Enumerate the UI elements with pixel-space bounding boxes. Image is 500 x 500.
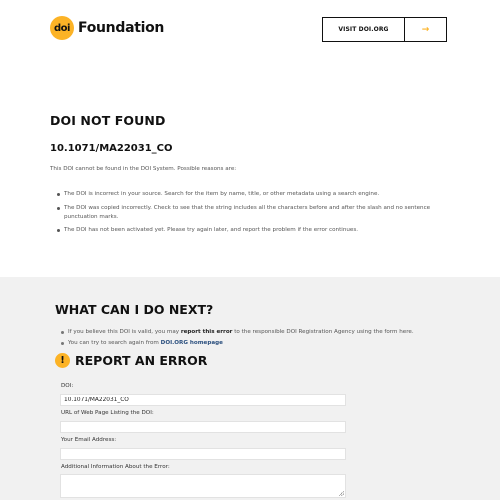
item-text: to the responsible DOI Registration Agency using the form here. <box>232 329 414 335</box>
list-item: The DOI has not been activated yet. Please try again later, and report the problem if the error continues. <box>58 226 448 235</box>
visit-doi-org-button[interactable] <box>322 17 447 42</box>
logo-text: Foundation <box>78 20 165 36</box>
doi-identifier: 10.1071/MA22031_CO <box>50 143 173 154</box>
next-steps-list <box>62 327 452 349</box>
item-text: If you believe this DOI is valid, you may <box>68 329 181 335</box>
report-error-heading <box>55 353 207 368</box>
url-input[interactable] <box>60 421 346 433</box>
visit-button-label: VISIT DOI.ORG <box>338 26 389 33</box>
site-header <box>0 0 500 60</box>
doi-foundation-logo[interactable] <box>50 16 164 40</box>
list-item: The DOI is incorrect in your source. Search for the item by name, title, or other metadata using a search engine. <box>58 190 448 199</box>
doi-field-label: DOI: <box>61 383 74 389</box>
next-steps-title: WHAT CAN I DO NEXT? <box>55 302 214 317</box>
additional-info-textarea[interactable] <box>60 474 346 498</box>
report-error-title: REPORT AN ERROR <box>75 353 208 368</box>
arrow-right-icon: → <box>421 24 430 35</box>
email-input[interactable] <box>60 448 346 460</box>
email-field-label: Your Email Address: <box>61 437 117 443</box>
report-error-text: report this error <box>180 329 233 335</box>
reasons-list <box>58 190 448 240</box>
list-item: The DOI was copied incorrectly. Check to see that the string includes all the characters before and after the slash and no sentence punctuation marks. <box>58 204 448 222</box>
doi-logo-mark: doi <box>50 16 74 40</box>
url-field-label: URL of Web Page Listing the DOI: <box>61 410 154 416</box>
list-item <box>62 327 452 338</box>
list-item <box>62 338 452 349</box>
page-title: DOI NOT FOUND <box>50 113 166 128</box>
doi-input[interactable] <box>60 394 346 406</box>
alert-icon: ! <box>55 353 70 368</box>
resize-handle-icon[interactable] <box>339 491 344 496</box>
intro-text: This DOI cannot be found in the DOI System. Possible reasons are: <box>50 166 237 172</box>
item-text: You can try to search again from <box>68 340 161 346</box>
info-field-label: Additional Information About the Error: <box>61 464 170 470</box>
doi-homepage-link[interactable]: DOI.ORG homepage <box>160 340 223 346</box>
